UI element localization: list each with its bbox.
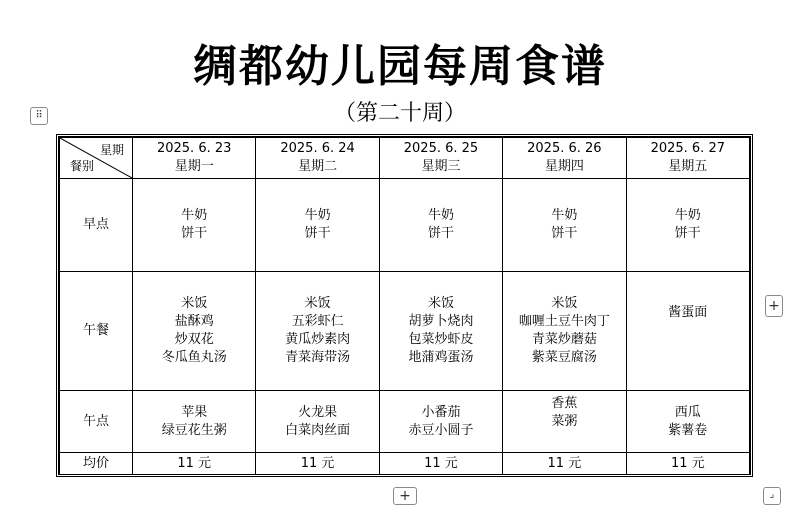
dish: 牛奶 (427, 208, 454, 223)
menu-cell (503, 179, 626, 272)
corner-meal-label: 餐别 (70, 159, 95, 173)
lunch-row (60, 272, 750, 391)
dish: 苹果 (181, 404, 208, 420)
week-subtitle: （第二十周） (333, 101, 466, 126)
day-weekday: 星期四 (544, 159, 584, 174)
dish: 地蒲鸡蛋汤 (408, 350, 474, 365)
menu-cell (133, 272, 256, 391)
corner-weekday-label: 星期 (99, 143, 124, 157)
dish: 饼干 (181, 226, 208, 241)
day-header (626, 138, 749, 179)
dish: 菜粥 (551, 413, 578, 429)
dish: 盐酥鸡 (174, 314, 214, 329)
day-header (133, 138, 256, 179)
dish: 饼干 (551, 226, 578, 241)
price-cell: 11 元 (503, 453, 626, 475)
add-column-icon[interactable]: + (765, 295, 783, 317)
dish: 火龙果 (298, 404, 338, 420)
menu-cell (379, 391, 502, 453)
price-cell: 11 元 (256, 453, 379, 475)
menu-cell (133, 391, 256, 453)
price-row (60, 453, 750, 475)
day-weekday: 星期三 (421, 159, 461, 174)
dish: 牛奶 (551, 208, 578, 223)
table-resize-icon[interactable]: ⌟ (763, 487, 781, 505)
menu-cell (503, 272, 626, 391)
corner-cell (60, 138, 133, 179)
day-date: 2025. 6. 27 (650, 141, 725, 156)
dish: 饼干 (304, 226, 331, 241)
day-header (503, 138, 626, 179)
dish: 饼干 (427, 226, 454, 241)
breakfast-row (60, 179, 750, 272)
dish: 白菜肉丝面 (285, 422, 351, 438)
dish: 青菜炒蘑菇 (531, 332, 597, 347)
dish: 赤豆小圆子 (408, 422, 474, 438)
menu-cell (133, 179, 256, 272)
dish: 米饭 (304, 296, 331, 311)
dish: 西瓜 (674, 404, 701, 420)
dish: 紫薯卷 (668, 422, 708, 438)
menu-cell (256, 391, 379, 453)
menu-cell (626, 391, 749, 453)
dish: 米饭 (427, 296, 454, 311)
meal-label: 早点 (60, 179, 133, 272)
menu-cell (379, 179, 502, 272)
day-date: 2025. 6. 26 (527, 141, 602, 156)
dish: 牛奶 (674, 208, 701, 223)
dish: 炒双花 (174, 332, 214, 347)
day-weekday: 星期二 (298, 159, 338, 174)
dish: 小番茄 (421, 404, 461, 420)
price-label: 均价 (60, 453, 133, 475)
price-cell: 11 元 (626, 453, 749, 475)
dish: 牛奶 (181, 208, 208, 223)
dish: 绿豆花生粥 (161, 422, 227, 438)
meal-label: 午点 (60, 391, 133, 453)
menu-cell (503, 391, 626, 453)
dish: 米饭 (551, 296, 578, 311)
menu-table (59, 137, 750, 475)
dish: 五彩虾仁 (291, 314, 344, 329)
dish: 青菜海带汤 (285, 350, 351, 365)
dish: 紫菜豆腐汤 (531, 350, 597, 365)
menu-cell (256, 179, 379, 272)
day-weekday: 星期一 (174, 159, 214, 174)
menu-cell (379, 272, 502, 391)
day-date: 2025. 6. 25 (403, 141, 479, 156)
price-cell: 11 元 (379, 453, 502, 475)
menu-cell (626, 179, 749, 272)
add-row-icon[interactable]: + (393, 487, 417, 505)
dish: 黄瓜炒素肉 (285, 332, 351, 347)
menu-cell (256, 272, 379, 391)
dish: 酱蛋面 (668, 305, 708, 320)
dish: 饼干 (674, 226, 701, 241)
table-move-handle-icon[interactable]: ⠿ (30, 107, 48, 125)
page-title: 绸都幼儿园每周食谱 (193, 41, 607, 92)
header-row (60, 138, 750, 179)
day-header (379, 138, 502, 179)
dish: 米饭 (181, 296, 208, 311)
dish: 胡萝卜烧肉 (408, 314, 474, 329)
snack-row (60, 391, 750, 453)
menu-cell (626, 272, 749, 391)
dish: 咖喱土豆牛肉丁 (518, 314, 610, 329)
dish: 香蕉 (551, 395, 578, 411)
meal-label: 午餐 (60, 272, 133, 391)
day-date: 2025. 6. 23 (156, 141, 232, 156)
dish: 包菜炒虾皮 (408, 332, 474, 347)
dish: 牛奶 (304, 208, 331, 223)
dish: 冬瓜鱼丸汤 (161, 350, 227, 365)
menu-table-container (56, 134, 753, 477)
day-weekday: 星期五 (668, 159, 708, 174)
day-date: 2025. 6. 24 (280, 141, 355, 156)
day-header (256, 138, 379, 179)
price-cell: 11 元 (133, 453, 256, 475)
